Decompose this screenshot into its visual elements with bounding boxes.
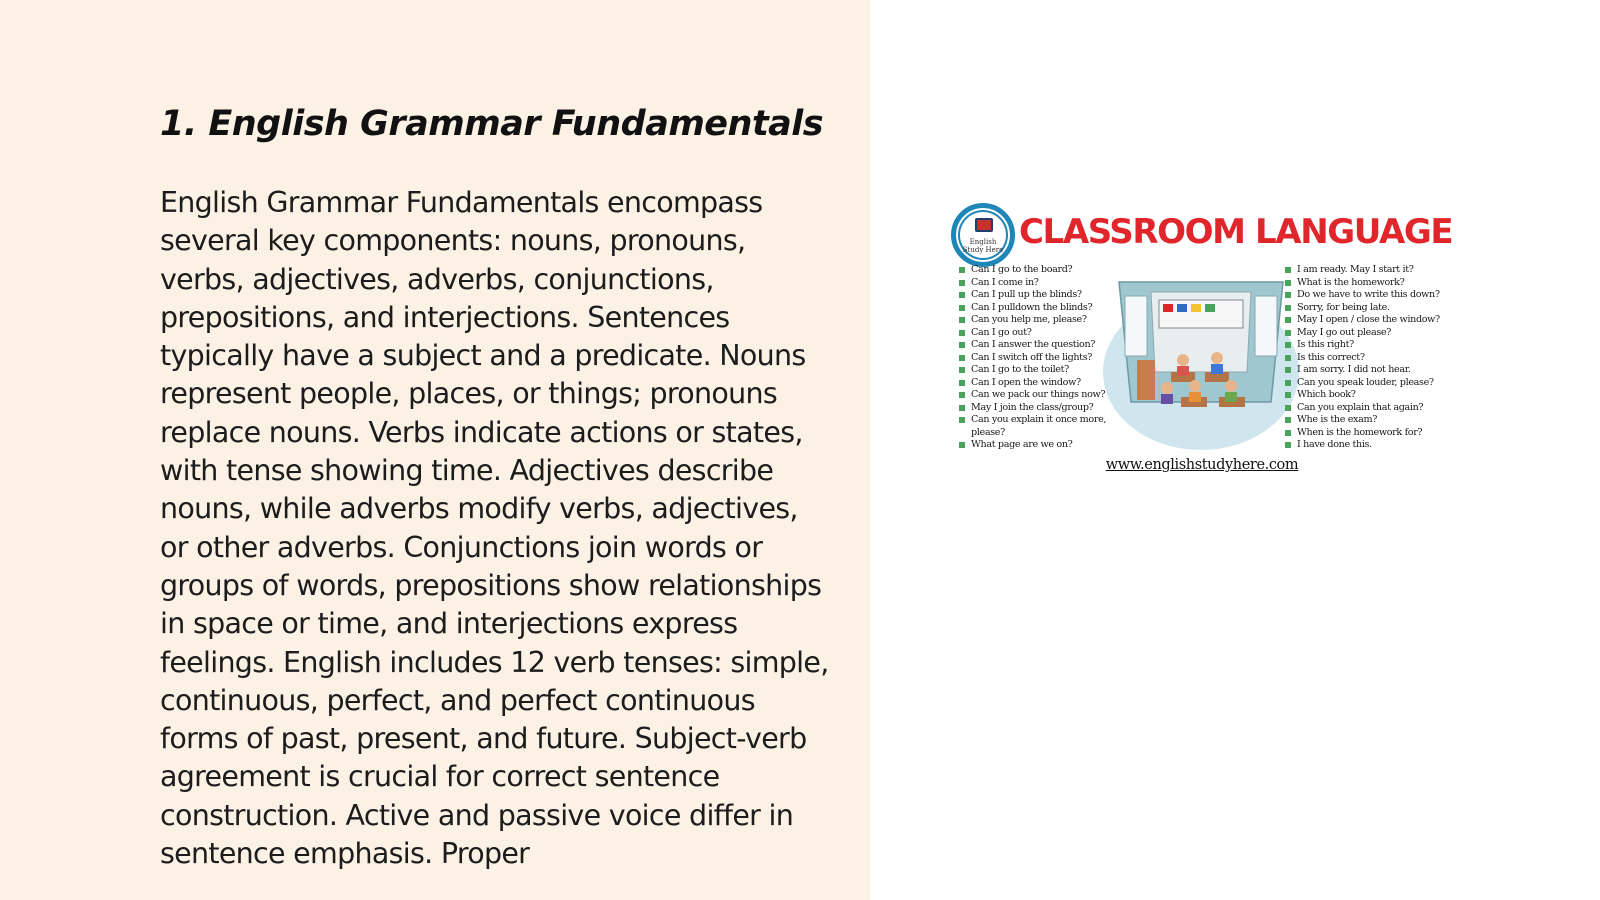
list-item: I am ready. May I start it? bbox=[1283, 264, 1458, 277]
list-item: Can we pack our things now? bbox=[957, 389, 1127, 402]
list-item: Can you help me, please? bbox=[957, 314, 1127, 327]
classroom-illustration bbox=[1101, 252, 1301, 452]
list-item: Can you explain it once more, please? bbox=[957, 414, 1127, 439]
list-item: Can you explain that again? bbox=[1283, 402, 1458, 415]
list-item: Can I switch off the lights? bbox=[957, 352, 1127, 365]
logo-text: English Study Here bbox=[962, 238, 1004, 254]
list-item: Whe is the exam? bbox=[1283, 414, 1458, 427]
slide-body-text: English Grammar Fundamentals encompass several key components: nouns, pronouns, verbs, adjectives, adverbs, conjunctions, prepositions, and interjections. Sentences typically have a subject and a predicate. Nouns represent people, places, or things; pronouns replace nouns. Verbs indicate actions or states, with tense showing time. Adjectives describe nouns, while adverbs modify verbs, adjectives, or other adverbs. Conjunctions join words or groups of words, prepositions show relationships in space or time, and interjections express feelings. English includes 12 verb tenses: simple, continuous, perfect, and perfect continuous forms of past, present, and future. Subject-verb agreement is crucial for correct sentence construction. Active and passive voice differ in sentence emphasis. Proper bbox=[160, 186, 829, 871]
list-item: Is this correct? bbox=[1283, 352, 1458, 365]
list-item: Can I go to the toilet? bbox=[957, 364, 1127, 377]
list-item: Can I pulldown the blinds? bbox=[957, 302, 1127, 315]
list-item: May I open / close the window? bbox=[1283, 314, 1458, 327]
list-item: Can I pull up the blinds? bbox=[957, 289, 1127, 302]
right-phrase-list bbox=[1283, 264, 1458, 452]
slide-title: 1. English Grammar Fundamentals bbox=[160, 104, 824, 144]
list-item: May I join the class/group? bbox=[957, 402, 1127, 415]
list-item: I have done this. bbox=[1283, 439, 1458, 452]
infographic-title: CLASSROOM LANGUAGE bbox=[1019, 212, 1453, 252]
english-study-here-logo bbox=[951, 203, 1015, 267]
list-item: Do we have to write this down? bbox=[1283, 289, 1458, 302]
list-item: May I go out please? bbox=[1283, 327, 1458, 340]
list-item: Sorry, for being late. bbox=[1283, 302, 1458, 315]
list-item: When is the homework for? bbox=[1283, 427, 1458, 440]
classroom-language-infographic bbox=[951, 200, 1461, 482]
list-item: What is the homework? bbox=[1283, 277, 1458, 290]
book-icon bbox=[975, 218, 993, 232]
list-item: Can I come in? bbox=[957, 277, 1127, 290]
list-item: Can I answer the question? bbox=[957, 339, 1127, 352]
list-item: Is this right? bbox=[1283, 339, 1458, 352]
list-item: Which book? bbox=[1283, 389, 1458, 402]
list-item: What page are we on? bbox=[957, 439, 1127, 452]
list-item: Can I go out? bbox=[957, 327, 1127, 340]
list-item: Can I open the window? bbox=[957, 377, 1127, 390]
list-item: Can I go to the board? bbox=[957, 264, 1127, 277]
website-url: www.englishstudyhere.com bbox=[1105, 457, 1299, 473]
list-item: I am sorry. I did not hear. bbox=[1283, 364, 1458, 377]
list-item: Can you speak louder, please? bbox=[1283, 377, 1458, 390]
